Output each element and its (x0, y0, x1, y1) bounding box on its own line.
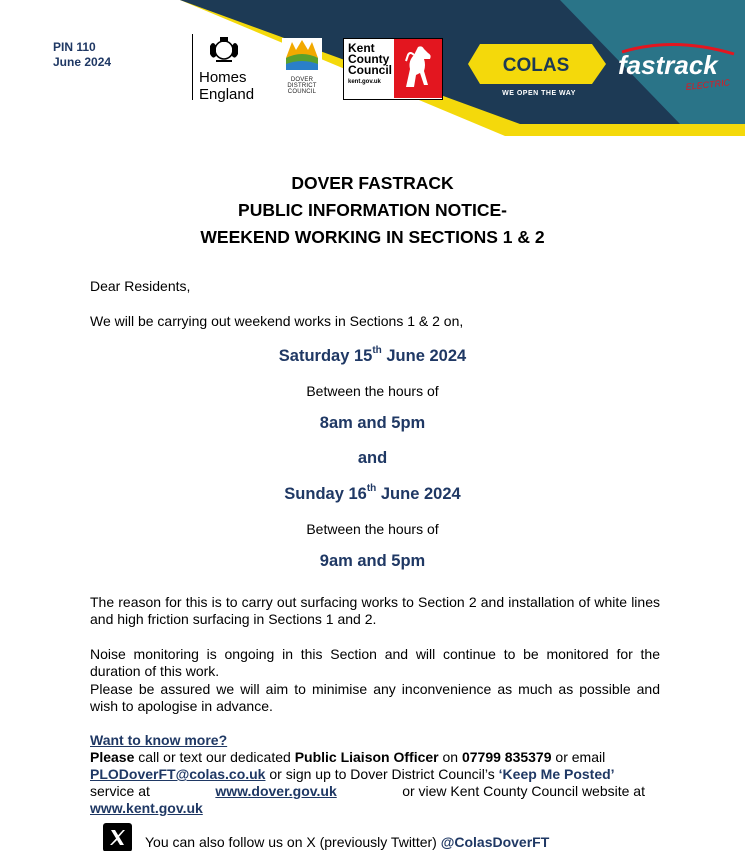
kcc-horse-panel (394, 39, 442, 98)
contact-line2 (90, 766, 660, 783)
ddc-emblem-icon (282, 38, 322, 72)
social-follow-line (145, 834, 549, 850)
kcc-line2: County (348, 52, 390, 66)
and-text: and (357, 449, 388, 467)
reason-paragraph: The reason for this is to carry out surfacing works to Section 2 and installation of white lines and high friction surfacing in Sections 1 and 2. (90, 594, 660, 627)
greeting: Dear Residents, (90, 278, 191, 294)
x-handle[interactable]: @ColasDoverFT (440, 834, 550, 850)
contact-text-6: or view Kent County Council website at (402, 783, 645, 799)
x-logo-glyph (103, 823, 132, 851)
contact-line1 (90, 749, 660, 766)
kcc-web: kent.gov.uk (348, 79, 381, 85)
fastrack-name: fastrack (618, 50, 718, 80)
contact-line3 (90, 783, 645, 800)
social-text: You can also follow us on X (previously Twitter) (145, 834, 441, 850)
title-line2: PUBLIC INFORMATION NOTICE- (238, 200, 507, 220)
kent-site-link[interactable]: www.kent.gov.uk (90, 800, 203, 816)
title-line1: DOVER FASTRACK (291, 173, 454, 193)
contact-text-2: on (438, 749, 462, 765)
phone-number: 07799 835379 (461, 749, 552, 765)
fastrack-logo (614, 38, 739, 100)
day2-sup: th (366, 482, 377, 494)
kcc-line3: Council (348, 63, 392, 77)
fastrack-wordmark (614, 38, 739, 100)
hours-1: 8am and 5pm (319, 414, 426, 432)
day1-sup: th (372, 344, 382, 356)
email-link[interactable]: PLODoverFT@colas.co.uk (90, 766, 266, 782)
day1-date (0, 344, 745, 366)
keep-me-posted: ‘Keep Me Posted’ (498, 766, 615, 782)
apology-paragraph: Please be assured we will aim to minimise any inconvenience as much as possible and wish to apologise in advance. (90, 681, 660, 714)
colas-logo (468, 40, 608, 102)
contact-text-4: or sign up to Dover District Council’s (265, 766, 499, 782)
please-text: Please (90, 749, 135, 765)
contact-text-1: call or text our dedicated (134, 749, 295, 765)
notice-title (0, 170, 745, 251)
ddc-line2: DISTRICT (287, 83, 317, 89)
day1-pre: Saturday 15 (278, 347, 373, 365)
ddc-line3: COUNCIL (287, 89, 317, 95)
white-horse-icon (394, 39, 442, 98)
contact-heading[interactable] (90, 732, 660, 749)
kent-county-council-logo (343, 38, 443, 100)
contact-text-3: or email (551, 749, 606, 765)
liaison-officer: Public Liaison Officer (294, 749, 439, 765)
contact-text-5: service at (90, 783, 150, 799)
want-to-know-more-link[interactable]: Want to know more? (90, 732, 228, 748)
colas-diamond-logo (468, 40, 608, 88)
intro-text: We will be carrying out weekend works in Sections 1 & 2 on, (90, 313, 464, 329)
day2-post: June 2024 (376, 485, 461, 503)
dover-district-council-logo (282, 38, 322, 100)
pin-date: June 2024 (53, 55, 112, 69)
royal-crest-icon (207, 34, 241, 64)
day2-date (0, 482, 745, 504)
noise-paragraph: Noise monitoring is ongoing in this Section and will continue to be monitored for the duration of this work. (90, 646, 660, 679)
fastrack-sub: ELECTRIC (685, 77, 731, 92)
hours-2: 9am and 5pm (319, 552, 426, 570)
hours-label-1: Between the hours of (306, 383, 439, 399)
hours-label-2: Between the hours of (306, 521, 439, 537)
title-line3: WEEKEND WORKING IN SECTIONS 1 & 2 (200, 227, 545, 247)
colas-tagline: WE OPEN THE WAY (502, 90, 576, 97)
day1-post: June 2024 (381, 347, 467, 365)
homes-england-line1: Homes (199, 69, 247, 86)
header-banner (0, 0, 745, 140)
pin-block (53, 40, 111, 70)
colas-name: COLAS (502, 55, 570, 76)
contact-line4 (90, 800, 660, 817)
homes-england-logo (192, 34, 255, 103)
homes-england-line2: England (199, 86, 255, 103)
x-twitter-icon[interactable] (103, 823, 132, 851)
day2-pre: Sunday 16 (284, 485, 367, 503)
dover-site-link[interactable]: www.dover.gov.uk (215, 783, 337, 799)
kcc-line1: Kent (348, 41, 375, 55)
pin-number: PIN 110 (53, 40, 96, 54)
ddc-line1: DOVER (290, 77, 314, 83)
